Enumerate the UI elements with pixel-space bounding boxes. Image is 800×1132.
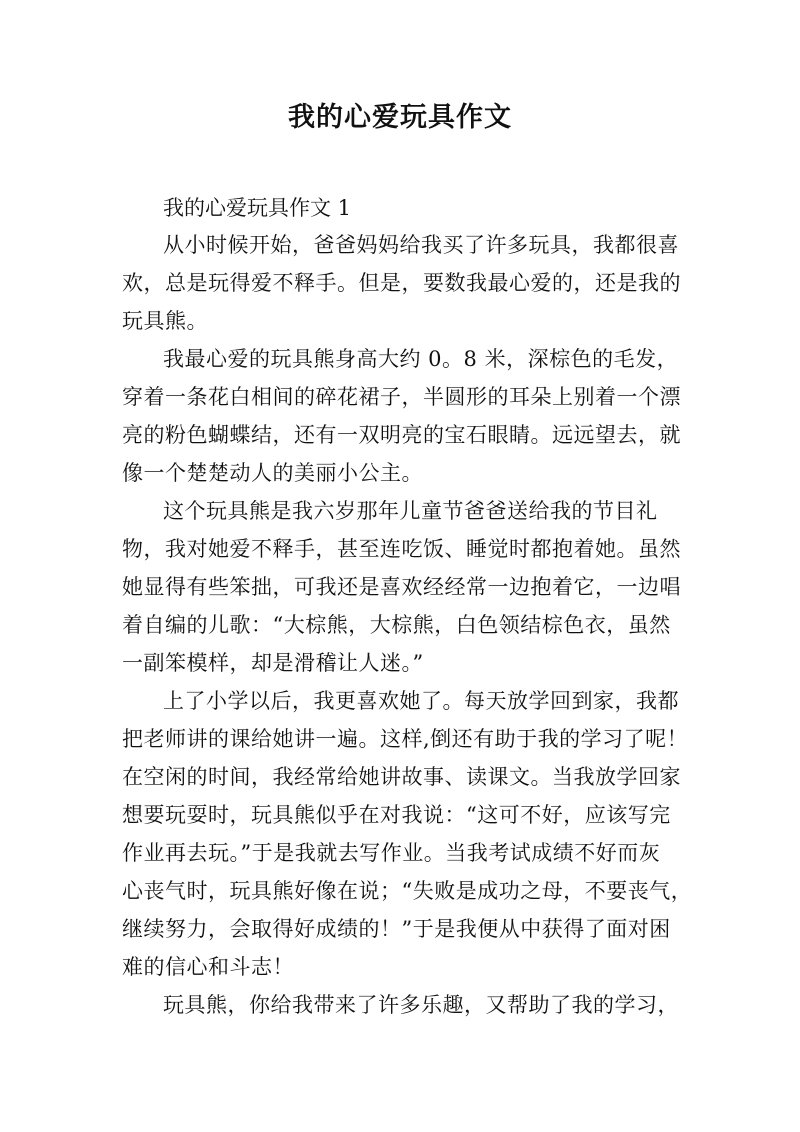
paragraph-4-line-4: 想要玩耍时，玩具熊似乎在对我说：“这可不好，应该写完 xyxy=(122,803,671,827)
paragraph-3-line-4: 着自编的儿歌：“大棕熊，大棕熊，白色领结棕色衣，虽然 xyxy=(122,613,671,637)
paragraph-2-line-3: 亮的粉色蝴蝶结，还有一双明亮的宝石眼睛。远远望去，就 xyxy=(122,423,681,447)
paragraph-1-line-3: 玩具熊。 xyxy=(122,309,208,333)
paragraph-5-line-1: 玩具熊，你给我带来了许多乐趣，又帮助了我的学习， xyxy=(163,993,679,1017)
paragraph-4-line-1: 上了小学以后，我更喜欢她了。每天放学回到家，我都 xyxy=(163,689,679,713)
paragraph-4-line-3: 在空闲的时间，我经常给她讲故事、读课文。当我放学回家 xyxy=(122,765,681,789)
document-title: 我的心爱玩具作文 xyxy=(288,102,512,133)
paragraph-4-line-5: 作业再去玩。”于是我就去写作业。当我考试成绩不好而灰 xyxy=(122,841,661,865)
paragraph-1-line-1: 从小时候开始，爸爸妈妈给我买了许多玩具，我都很喜 xyxy=(163,233,679,257)
paragraph-4-line-7: 继续努力，会取得好成绩的！”于是我便从中获得了面对困 xyxy=(122,917,671,941)
paragraph-3-line-5: 一副笨模样，却是滑稽让人迷。” xyxy=(122,651,424,675)
paragraph-4-line-8: 难的信心和斗志！ xyxy=(122,955,294,979)
paragraph-2-line-4: 像一个楚楚动人的美丽小公主。 xyxy=(122,461,423,485)
paragraph-3-line-2: 物，我对她爱不释手，甚至连吃饭、睡觉时都抱着她。虽然 xyxy=(122,537,681,561)
paragraph-1-line-2: 欢，总是玩得爱不释手。但是，要数我最心爱的，还是我的 xyxy=(122,271,681,295)
paragraph-3-line-3: 她显得有些笨拙，可我还是喜欢经经常一边抱着它，一边唱 xyxy=(122,575,681,599)
paragraph-2-line-2: 穿着一条花白相间的碎花裙子，半圆形的耳朵上别着一个漂 xyxy=(122,385,681,409)
essay-subtitle: 我的心爱玩具作文 1 xyxy=(163,196,352,220)
paragraph-4-line-6: 心丧气时，玩具熊好像在说；“失败是成功之母，不要丧气， xyxy=(122,879,693,903)
paragraph-4-line-2: 把老师讲的课给她讲一遍。这样,倒还有助于我的学习了呢！ xyxy=(122,727,689,751)
paragraph-3-line-1: 这个玩具熊是我六岁那年儿童节爸爸送给我的节目礼 xyxy=(163,499,658,523)
paragraph-2-line-1: 我最心爱的玩具熊身高大约 0。8 米，深棕色的毛发， xyxy=(163,347,679,371)
